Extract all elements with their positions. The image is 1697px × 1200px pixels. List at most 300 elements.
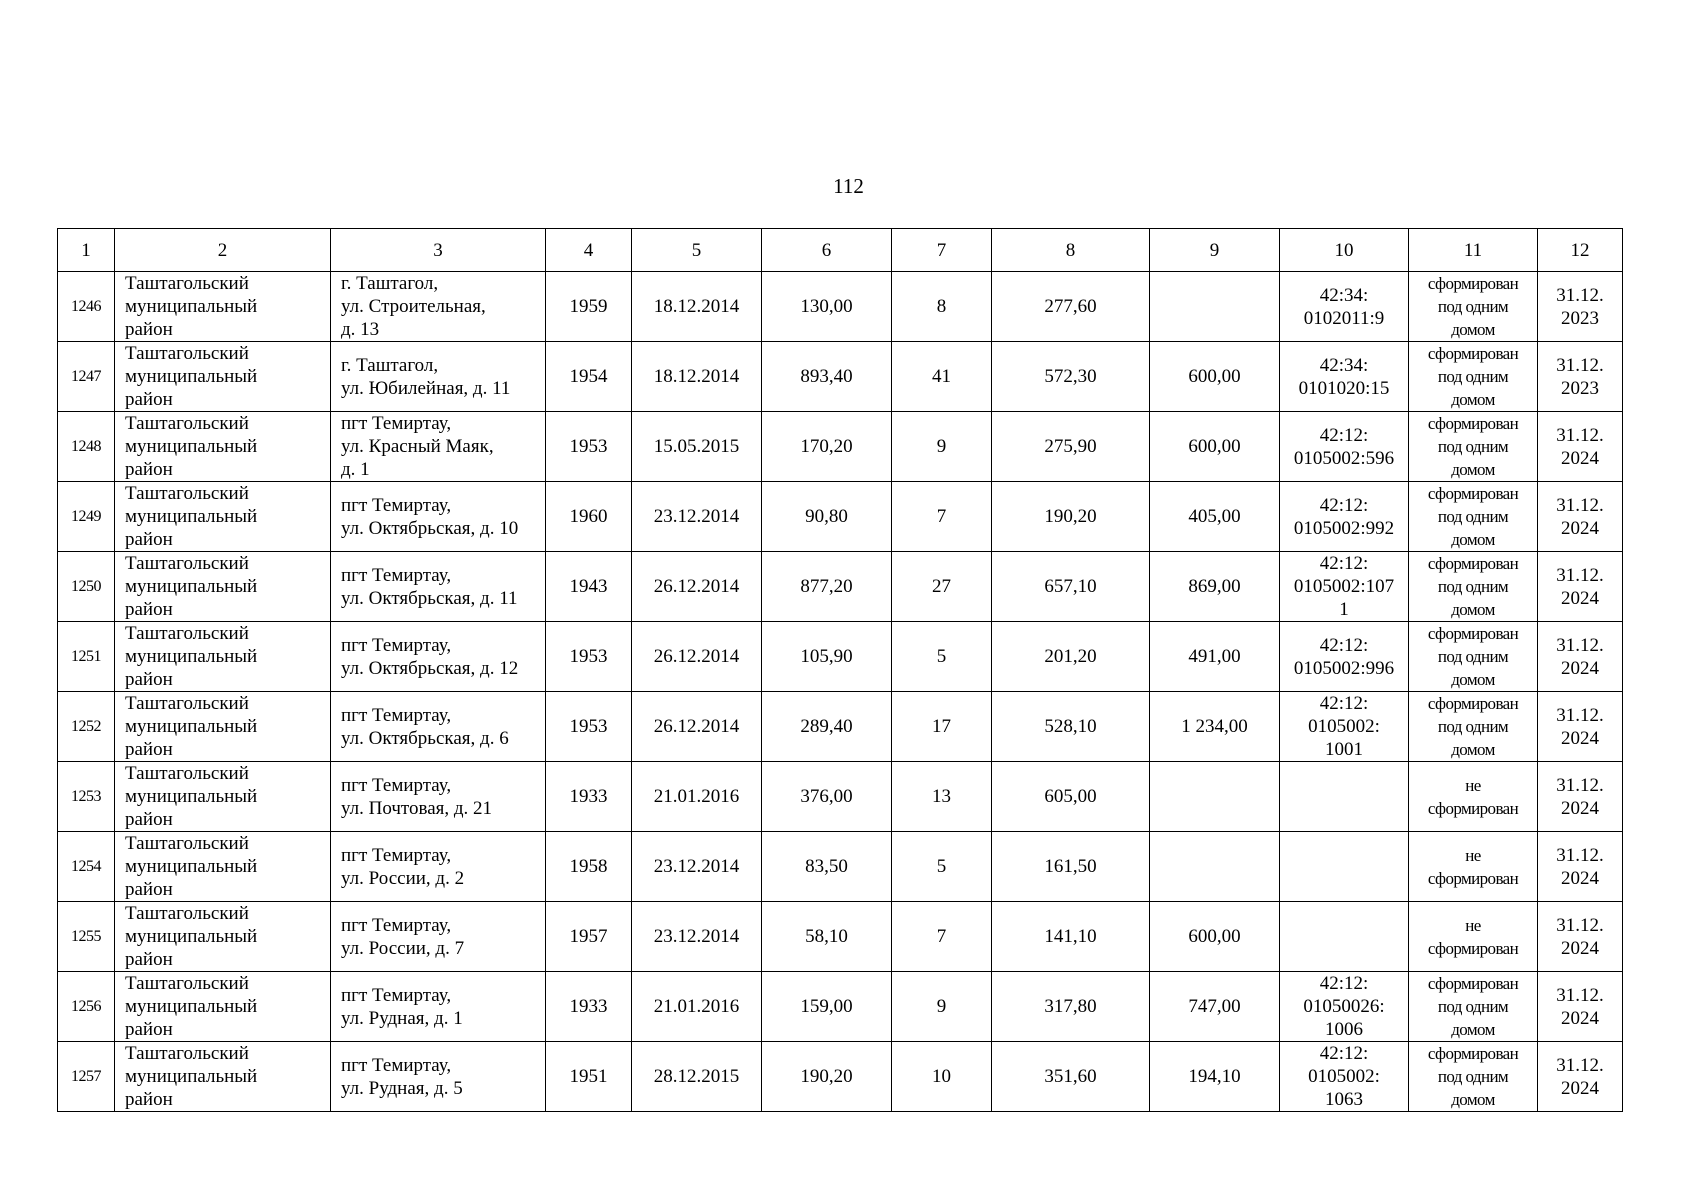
address-cell-line: ул. Октябрьская, д. 12 bbox=[341, 657, 519, 679]
deadline-cell-line: 31.12. bbox=[1556, 564, 1604, 586]
district-cell bbox=[115, 412, 331, 482]
area-cell: 105,90 bbox=[762, 622, 892, 692]
deadline-cell-line: 2024 bbox=[1561, 937, 1599, 959]
land-status-cell-line: сформирован bbox=[1427, 554, 1519, 573]
cadastral-number-cell-line: 0105002:107 bbox=[1293, 576, 1395, 597]
district-cell-line: муниципальный bbox=[125, 576, 258, 597]
land-status-cell-line: домом bbox=[1451, 670, 1495, 689]
date-cell: 21.01.2016 bbox=[632, 762, 762, 832]
row-number-cell: 1253 bbox=[58, 762, 115, 832]
column-8-cell: 201,20 bbox=[992, 622, 1150, 692]
deadline-cell bbox=[1538, 272, 1623, 342]
land-status-cell-line: не bbox=[1465, 845, 1481, 865]
column-header: 9 bbox=[1150, 229, 1280, 272]
deadline-cell-line: 31.12. bbox=[1556, 844, 1604, 866]
cadastral-number-cell bbox=[1280, 1042, 1409, 1112]
cadastral-number-cell-line: 0105002:596 bbox=[1293, 447, 1395, 469]
land-status-cell bbox=[1409, 832, 1538, 902]
district-cell-line: Таштагольский bbox=[125, 763, 249, 784]
year-cell: 1959 bbox=[546, 272, 632, 342]
district-cell-line: Таштагольский bbox=[125, 413, 249, 434]
land-status-cell-line: под одним bbox=[1437, 647, 1509, 666]
address-cell-line: ул. Юбилейная, д. 11 bbox=[341, 377, 511, 399]
district-cell-line: Таштагольский bbox=[125, 973, 249, 994]
land-status-cell bbox=[1409, 482, 1538, 552]
column-8-cell: 141,10 bbox=[992, 902, 1150, 972]
column-header: 4 bbox=[546, 229, 632, 272]
district-cell-line: Таштагольский bbox=[125, 623, 249, 644]
row-number-cell: 1254 bbox=[58, 832, 115, 902]
year-cell: 1954 bbox=[546, 342, 632, 412]
deadline-cell-line: 2024 bbox=[1561, 587, 1599, 609]
row-number-cell: 1246 bbox=[58, 272, 115, 342]
column-8-cell: 190,20 bbox=[992, 482, 1150, 552]
table-row bbox=[58, 622, 1623, 692]
district-cell-line: район bbox=[125, 389, 173, 410]
year-cell: 1933 bbox=[546, 972, 632, 1042]
area-cell: 83,50 bbox=[762, 832, 892, 902]
address-cell-line: ул. Почтовая, д. 21 bbox=[341, 797, 493, 819]
column-header: 2 bbox=[115, 229, 331, 272]
district-cell-line: Таштагольский bbox=[125, 273, 249, 294]
land-status-cell-line: сформирован bbox=[1427, 938, 1519, 958]
land-status-cell bbox=[1409, 342, 1538, 412]
year-cell: 1953 bbox=[546, 622, 632, 692]
address-cell-line: ул. Рудная, д. 1 bbox=[341, 1007, 463, 1029]
cadastral-number-cell-line: 0101020:15 bbox=[1298, 377, 1390, 399]
deadline-cell-line: 2024 bbox=[1561, 797, 1599, 819]
land-status-cell bbox=[1409, 902, 1538, 972]
land-status-cell-line: сформирован bbox=[1427, 974, 1519, 993]
date-cell: 26.12.2014 bbox=[632, 622, 762, 692]
table-row bbox=[58, 902, 1623, 972]
area-cell: 130,00 bbox=[762, 272, 892, 342]
land-status-cell bbox=[1409, 1042, 1538, 1112]
deadline-cell-line: 2023 bbox=[1561, 307, 1599, 329]
area-cell: 376,00 bbox=[762, 762, 892, 832]
column-9-cell: 600,00 bbox=[1150, 412, 1280, 482]
deadline-cell bbox=[1538, 692, 1623, 762]
cadastral-number-cell bbox=[1280, 482, 1409, 552]
land-status-cell-line: домом bbox=[1451, 740, 1495, 759]
deadline-cell bbox=[1538, 832, 1623, 902]
district-cell-line: район bbox=[125, 739, 173, 760]
year-cell: 1943 bbox=[546, 552, 632, 622]
table-row bbox=[58, 762, 1623, 832]
row-number-cell: 1250 bbox=[58, 552, 115, 622]
residents-cell: 41 bbox=[892, 342, 992, 412]
address-cell bbox=[331, 762, 546, 832]
cadastral-number-cell-line: 42:12: bbox=[1319, 634, 1369, 656]
land-status-cell-line: домом bbox=[1451, 460, 1495, 479]
date-cell: 21.01.2016 bbox=[632, 972, 762, 1042]
deadline-cell bbox=[1538, 762, 1623, 832]
date-cell: 28.12.2015 bbox=[632, 1042, 762, 1112]
table-row bbox=[58, 692, 1623, 762]
district-cell-line: Таштагольский bbox=[125, 1043, 249, 1064]
district-cell-line: муниципальный bbox=[125, 366, 258, 387]
area-cell: 893,40 bbox=[762, 342, 892, 412]
address-cell bbox=[331, 622, 546, 692]
district-cell-line: Таштагольский bbox=[125, 833, 249, 854]
deadline-cell bbox=[1538, 622, 1623, 692]
column-8-cell: 528,10 bbox=[992, 692, 1150, 762]
address-cell-line: пгт Темиртау, bbox=[341, 914, 452, 936]
year-cell: 1958 bbox=[546, 832, 632, 902]
cadastral-number-cell bbox=[1280, 762, 1409, 832]
land-status-cell-line: сформирован bbox=[1427, 414, 1519, 433]
land-status-cell bbox=[1409, 622, 1538, 692]
column-9-cell: 747,00 bbox=[1150, 972, 1280, 1042]
date-cell: 18.12.2014 bbox=[632, 342, 762, 412]
cadastral-number-cell-line: 1063 bbox=[1325, 1089, 1363, 1110]
address-cell-line: д. 13 bbox=[341, 319, 380, 340]
address-cell bbox=[331, 832, 546, 902]
district-cell bbox=[115, 972, 331, 1042]
cadastral-number-cell-line: 42:34: bbox=[1319, 284, 1369, 306]
address-cell-line: пгт Темиртау, bbox=[341, 564, 452, 586]
district-cell-line: район bbox=[125, 1089, 173, 1110]
row-number-cell: 1251 bbox=[58, 622, 115, 692]
district-cell-line: район bbox=[125, 599, 173, 620]
cadastral-number-cell bbox=[1280, 552, 1409, 622]
cadastral-number-cell-line: 0105002: bbox=[1308, 1066, 1380, 1087]
row-number-cell: 1248 bbox=[58, 412, 115, 482]
land-status-cell-line: домом bbox=[1451, 530, 1495, 549]
district-cell bbox=[115, 762, 331, 832]
district-cell bbox=[115, 622, 331, 692]
cadastral-number-cell-line: 42:12: bbox=[1319, 693, 1369, 714]
year-cell: 1953 bbox=[546, 412, 632, 482]
table-row bbox=[58, 272, 1623, 342]
column-9-cell: 491,00 bbox=[1150, 622, 1280, 692]
land-status-cell-line: домом bbox=[1451, 1020, 1495, 1039]
land-status-cell bbox=[1409, 272, 1538, 342]
column-header: 12 bbox=[1538, 229, 1623, 272]
land-status-cell-line: домом bbox=[1451, 320, 1495, 339]
cadastral-number-cell-line: 1001 bbox=[1325, 739, 1363, 760]
district-cell-line: Таштагольский bbox=[125, 343, 249, 364]
district-cell-line: муниципальный bbox=[125, 646, 258, 667]
district-cell-line: муниципальный bbox=[125, 856, 258, 877]
cadastral-number-cell-line: 42:12: bbox=[1319, 973, 1369, 994]
deadline-cell bbox=[1538, 1042, 1623, 1112]
deadline-cell bbox=[1538, 482, 1623, 552]
table-row bbox=[58, 342, 1623, 412]
land-status-cell-line: под одним bbox=[1437, 997, 1509, 1016]
row-number-cell: 1256 bbox=[58, 972, 115, 1042]
district-cell-line: район bbox=[125, 1019, 173, 1040]
date-cell: 23.12.2014 bbox=[632, 832, 762, 902]
address-cell-line: г. Таштагол, bbox=[341, 273, 439, 294]
area-cell: 877,20 bbox=[762, 552, 892, 622]
address-cell bbox=[331, 902, 546, 972]
land-status-cell bbox=[1409, 692, 1538, 762]
residents-cell: 10 bbox=[892, 1042, 992, 1112]
column-header: 1 bbox=[58, 229, 115, 272]
district-cell bbox=[115, 1042, 331, 1112]
column-9-cell: 1 234,00 bbox=[1150, 692, 1280, 762]
land-status-cell-line: сформирован bbox=[1427, 344, 1519, 363]
table-row bbox=[58, 412, 1623, 482]
cadastral-number-cell-line: 1006 bbox=[1325, 1019, 1363, 1040]
address-cell-line: ул. Красный Маяк, bbox=[341, 436, 494, 457]
district-cell-line: район bbox=[125, 319, 173, 340]
deadline-cell bbox=[1538, 342, 1623, 412]
date-cell: 23.12.2014 bbox=[632, 902, 762, 972]
address-cell bbox=[331, 1042, 546, 1112]
year-cell: 1960 bbox=[546, 482, 632, 552]
row-number-cell: 1255 bbox=[58, 902, 115, 972]
address-cell bbox=[331, 272, 546, 342]
column-8-cell: 275,90 bbox=[992, 412, 1150, 482]
address-cell-line: г. Таштагол, bbox=[341, 354, 439, 376]
land-status-cell-line: под одним bbox=[1437, 577, 1509, 596]
cadastral-number-cell bbox=[1280, 272, 1409, 342]
deadline-cell-line: 31.12. bbox=[1556, 704, 1604, 726]
land-status-cell-line: под одним bbox=[1437, 717, 1509, 736]
address-cell-line: пгт Темиртау, bbox=[341, 1054, 452, 1076]
address-cell-line: д. 1 bbox=[341, 459, 370, 480]
deadline-cell-line: 31.12. bbox=[1556, 284, 1604, 306]
column-header: 8 bbox=[992, 229, 1150, 272]
address-cell-line: пгт Темиртау, bbox=[341, 704, 452, 726]
row-number-cell: 1249 bbox=[58, 482, 115, 552]
cadastral-number-cell-line: 42:12: bbox=[1319, 424, 1369, 446]
row-number-cell: 1247 bbox=[58, 342, 115, 412]
address-cell bbox=[331, 972, 546, 1042]
cadastral-number-cell bbox=[1280, 342, 1409, 412]
column-9-cell: 869,00 bbox=[1150, 552, 1280, 622]
address-cell-line: пгт Темиртау, bbox=[341, 844, 452, 866]
address-cell-line: ул. Октябрьская, д. 6 bbox=[341, 727, 509, 749]
date-cell: 18.12.2014 bbox=[632, 272, 762, 342]
district-cell bbox=[115, 832, 331, 902]
district-cell bbox=[115, 342, 331, 412]
table-row bbox=[58, 972, 1623, 1042]
cadastral-number-cell-line: 0105002:992 bbox=[1293, 517, 1395, 539]
deadline-cell-line: 2023 bbox=[1561, 377, 1599, 399]
district-cell-line: Таштагольский bbox=[125, 903, 249, 924]
address-cell-line: ул. Октябрьская, д. 11 bbox=[341, 587, 518, 609]
column-8-cell: 317,80 bbox=[992, 972, 1150, 1042]
address-cell-line: ул. Строительная, bbox=[341, 296, 486, 317]
district-cell bbox=[115, 482, 331, 552]
area-cell: 289,40 bbox=[762, 692, 892, 762]
address-cell bbox=[331, 342, 546, 412]
date-cell: 15.05.2015 bbox=[632, 412, 762, 482]
land-status-cell-line: не bbox=[1465, 775, 1481, 795]
cadastral-number-cell bbox=[1280, 622, 1409, 692]
district-cell-line: район bbox=[125, 879, 173, 900]
table-body bbox=[58, 229, 1623, 1112]
area-cell: 90,80 bbox=[762, 482, 892, 552]
land-status-cell-line: сформирован bbox=[1427, 868, 1519, 888]
deadline-cell-line: 2024 bbox=[1561, 727, 1599, 749]
district-cell-line: Таштагольский bbox=[125, 693, 249, 714]
district-cell-line: район bbox=[125, 809, 173, 830]
deadline-cell-line: 2024 bbox=[1561, 1077, 1599, 1099]
land-status-cell-line: под одним bbox=[1437, 437, 1509, 456]
land-status-cell-line: не bbox=[1465, 915, 1481, 935]
residents-cell: 27 bbox=[892, 552, 992, 622]
column-header: 11 bbox=[1409, 229, 1538, 272]
district-cell bbox=[115, 552, 331, 622]
cadastral-number-cell-line: 1 bbox=[1339, 599, 1349, 620]
district-cell-line: муниципальный bbox=[125, 1066, 258, 1087]
cadastral-number-cell bbox=[1280, 832, 1409, 902]
district-cell bbox=[115, 902, 331, 972]
year-cell: 1951 bbox=[546, 1042, 632, 1112]
area-cell: 159,00 bbox=[762, 972, 892, 1042]
deadline-cell-line: 2024 bbox=[1561, 1007, 1599, 1029]
land-status-cell-line: сформирован bbox=[1427, 624, 1519, 643]
deadline-cell-line: 31.12. bbox=[1556, 354, 1604, 376]
district-cell bbox=[115, 272, 331, 342]
area-cell: 170,20 bbox=[762, 412, 892, 482]
column-header: 10 bbox=[1280, 229, 1409, 272]
district-cell-line: муниципальный bbox=[125, 926, 258, 947]
cadastral-number-cell-line: 42:12: bbox=[1319, 1043, 1369, 1064]
land-status-cell-line: домом bbox=[1451, 1090, 1495, 1109]
cadastral-number-cell bbox=[1280, 902, 1409, 972]
residents-cell: 5 bbox=[892, 832, 992, 902]
deadline-cell-line: 31.12. bbox=[1556, 914, 1604, 936]
land-status-cell bbox=[1409, 762, 1538, 832]
date-cell: 26.12.2014 bbox=[632, 692, 762, 762]
deadline-cell-line: 31.12. bbox=[1556, 984, 1604, 1006]
land-status-cell bbox=[1409, 972, 1538, 1042]
address-cell-line: пгт Темиртау, bbox=[341, 774, 452, 796]
land-status-cell-line: сформирован bbox=[1427, 1044, 1519, 1063]
district-cell-line: район bbox=[125, 949, 173, 970]
address-cell bbox=[331, 552, 546, 622]
year-cell: 1953 bbox=[546, 692, 632, 762]
table-row bbox=[58, 1042, 1623, 1112]
table-row bbox=[58, 482, 1623, 552]
cadastral-number-cell-line: 42:34: bbox=[1319, 354, 1369, 376]
deadline-cell-line: 2024 bbox=[1561, 517, 1599, 539]
district-cell-line: муниципальный bbox=[125, 786, 258, 807]
residents-cell: 7 bbox=[892, 902, 992, 972]
deadline-cell-line: 31.12. bbox=[1556, 494, 1604, 516]
land-status-cell-line: под одним bbox=[1437, 507, 1509, 526]
page-number: 112 bbox=[833, 174, 864, 198]
district-cell-line: Таштагольский bbox=[125, 553, 249, 574]
district-cell-line: муниципальный bbox=[125, 436, 258, 457]
cadastral-number-cell-line: 0105002:996 bbox=[1293, 657, 1395, 679]
column-8-cell: 605,00 bbox=[992, 762, 1150, 832]
land-status-cell-line: домом bbox=[1451, 390, 1495, 409]
deadline-cell bbox=[1538, 972, 1623, 1042]
column-header: 7 bbox=[892, 229, 992, 272]
residents-cell: 7 bbox=[892, 482, 992, 552]
column-9-cell bbox=[1150, 762, 1280, 832]
land-status-cell-line: домом bbox=[1451, 600, 1495, 619]
column-8-cell: 277,60 bbox=[992, 272, 1150, 342]
year-cell: 1933 bbox=[546, 762, 632, 832]
column-8-cell: 161,50 bbox=[992, 832, 1150, 902]
district-cell-line: муниципальный bbox=[125, 996, 258, 1017]
address-cell-line: ул. России, д. 7 bbox=[341, 937, 465, 959]
column-8-cell: 572,30 bbox=[992, 342, 1150, 412]
land-status-cell-line: сформирован bbox=[1427, 694, 1519, 713]
cadastral-number-cell-line: 01050026: bbox=[1303, 996, 1385, 1017]
land-status-cell-line: сформирован bbox=[1427, 274, 1519, 293]
column-9-cell: 600,00 bbox=[1150, 902, 1280, 972]
deadline-cell-line: 2024 bbox=[1561, 447, 1599, 469]
column-number-row bbox=[58, 229, 1623, 272]
column-9-cell: 600,00 bbox=[1150, 342, 1280, 412]
deadline-cell-line: 31.12. bbox=[1556, 424, 1604, 446]
address-cell-line: ул. России, д. 2 bbox=[341, 867, 465, 889]
deadline-cell-line: 2024 bbox=[1561, 867, 1599, 889]
deadline-cell-line: 2024 bbox=[1561, 657, 1599, 679]
land-status-cell bbox=[1409, 552, 1538, 622]
date-cell: 23.12.2014 bbox=[632, 482, 762, 552]
deadline-cell bbox=[1538, 902, 1623, 972]
deadline-cell-line: 31.12. bbox=[1556, 774, 1604, 796]
date-cell: 26.12.2014 bbox=[632, 552, 762, 622]
district-cell bbox=[115, 692, 331, 762]
land-status-cell-line: под одним bbox=[1437, 297, 1509, 316]
address-cell bbox=[331, 412, 546, 482]
residents-cell: 13 bbox=[892, 762, 992, 832]
cadastral-number-cell-line: 0105002: bbox=[1308, 716, 1380, 737]
column-header: 3 bbox=[331, 229, 546, 272]
deadline-cell bbox=[1538, 412, 1623, 482]
cadastral-number-cell-line: 42:12: bbox=[1319, 553, 1369, 574]
cadastral-number-cell bbox=[1280, 692, 1409, 762]
cadastral-number-cell bbox=[1280, 972, 1409, 1042]
area-cell: 190,20 bbox=[762, 1042, 892, 1112]
residents-cell: 9 bbox=[892, 412, 992, 482]
residents-cell: 8 bbox=[892, 272, 992, 342]
column-header: 5 bbox=[632, 229, 762, 272]
column-8-cell: 351,60 bbox=[992, 1042, 1150, 1112]
address-cell-line: пгт Темиртау, bbox=[341, 413, 452, 434]
district-cell-line: район bbox=[125, 529, 173, 550]
residents-cell: 17 bbox=[892, 692, 992, 762]
district-cell-line: муниципальный bbox=[125, 296, 258, 317]
residents-cell: 9 bbox=[892, 972, 992, 1042]
cadastral-number-cell-line: 0102011:9 bbox=[1303, 307, 1385, 329]
address-cell-line: пгт Темиртау, bbox=[341, 494, 452, 516]
column-header: 6 bbox=[762, 229, 892, 272]
area-cell: 58,10 bbox=[762, 902, 892, 972]
land-status-cell-line: под одним bbox=[1437, 1067, 1509, 1086]
land-status-cell-line: сформирован bbox=[1427, 484, 1519, 503]
land-status-cell-line: сформирован bbox=[1427, 798, 1519, 818]
cadastral-number-cell-line: 42:12: bbox=[1319, 494, 1369, 516]
residents-cell: 5 bbox=[892, 622, 992, 692]
register-table bbox=[57, 228, 1623, 1112]
year-cell: 1957 bbox=[546, 902, 632, 972]
land-status-cell bbox=[1409, 412, 1538, 482]
deadline-cell-line: 31.12. bbox=[1556, 634, 1604, 656]
address-cell bbox=[331, 482, 546, 552]
column-9-cell bbox=[1150, 832, 1280, 902]
row-number-cell: 1252 bbox=[58, 692, 115, 762]
address-cell-line: ул. Рудная, д. 5 bbox=[341, 1077, 463, 1099]
column-9-cell: 405,00 bbox=[1150, 482, 1280, 552]
column-8-cell: 657,10 bbox=[992, 552, 1150, 622]
cadastral-number-cell bbox=[1280, 412, 1409, 482]
address-cell bbox=[331, 692, 546, 762]
district-cell-line: муниципальный bbox=[125, 506, 258, 527]
deadline-cell-line: 31.12. bbox=[1556, 1054, 1604, 1076]
land-status-cell-line: под одним bbox=[1437, 367, 1509, 386]
